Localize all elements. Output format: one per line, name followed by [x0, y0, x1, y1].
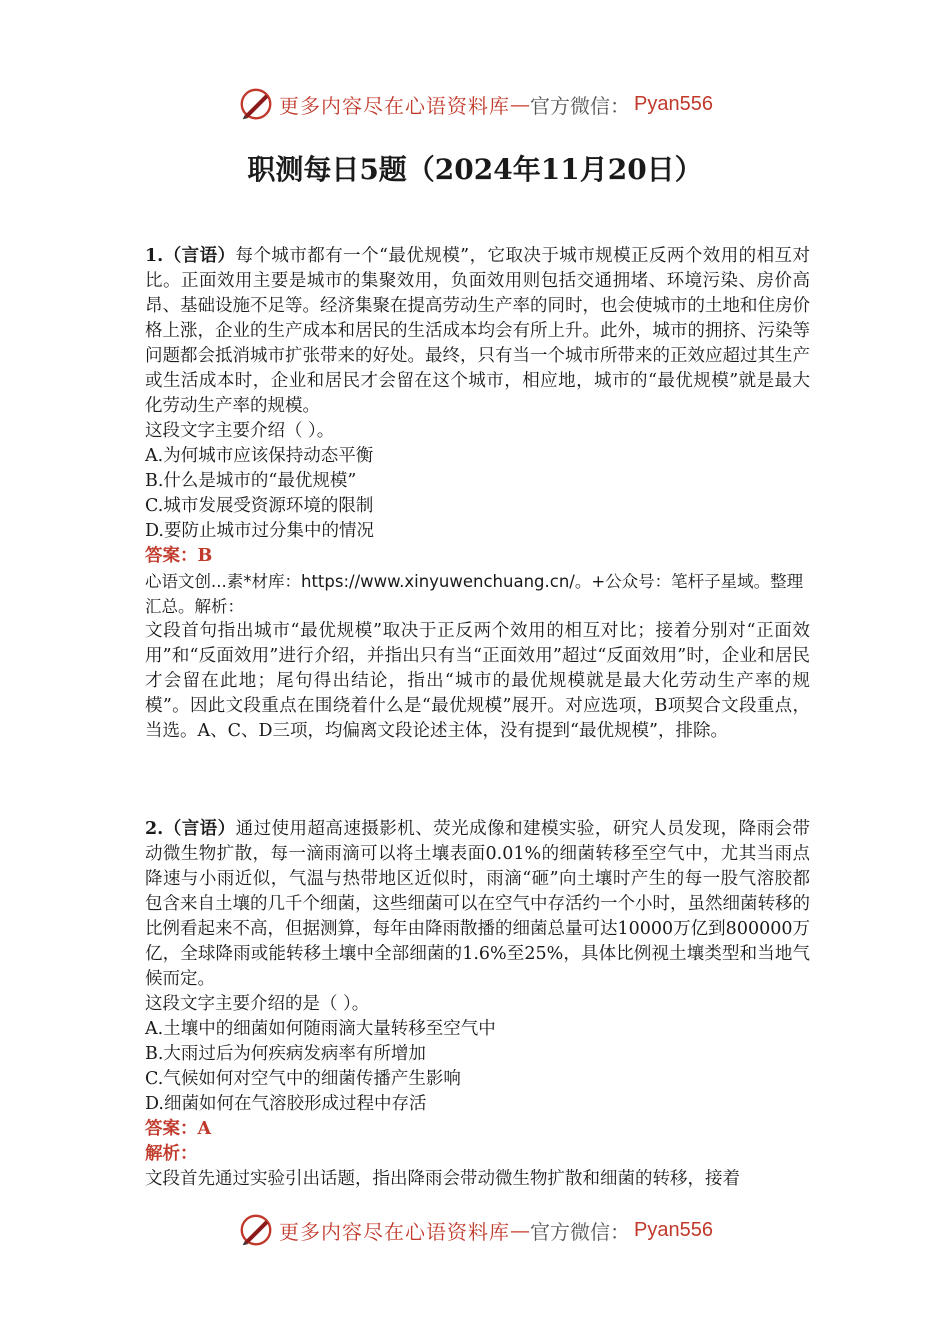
banner-wechat-id: Pyan556 — [634, 92, 713, 115]
question-1 — [145, 244, 810, 744]
question-number: 1. — [145, 246, 164, 266]
banner-wechat-id: Pyan556 — [634, 1218, 713, 1241]
option-a: A.土壤中的细菌如何随雨滴大量转移至空气中 — [145, 1019, 496, 1039]
option-c: C.气候如何对空气中的细菌传播产生影响 — [145, 1069, 461, 1089]
banner-text: 更多内容尽在心语资料库 — [279, 1219, 511, 1244]
footer-banner — [0, 1210, 950, 1250]
banner-text: 更多内容尽在心语资料库 — [279, 93, 511, 118]
answer: 答案：A — [145, 1119, 212, 1139]
source-note: 心语文创...素*材库：https://www.xinyuwenchuang.cn/。+公众号：笔杆子星域。整理汇总。解析： — [145, 572, 804, 616]
header-banner — [0, 84, 950, 124]
option-d: D.要防止城市过分集中的情况 — [145, 521, 374, 541]
question-stem — [145, 817, 810, 992]
page-title: 职测每日5题（2024年11月20日） — [247, 153, 703, 186]
pen-logo-icon — [237, 85, 275, 123]
banner-wechat-label: 官方微信： — [530, 1219, 631, 1244]
question-prompt: 这段文字主要介绍的是（ ）。 — [145, 994, 370, 1014]
analysis-text: 文段首先通过实验引出话题，指出降雨会带动微生物扩散和细菌的转移，接着 — [145, 1169, 740, 1189]
answer: 答案：B — [145, 546, 213, 566]
banner-separator: — — [510, 1218, 531, 1242]
question-tag: （言语） — [163, 246, 236, 266]
question-number: 2. — [145, 819, 164, 839]
stem-text: 每个城市都有一个“最优规模”，它取决于城市规模正反两个效用的相互对比。正面效用主要是城市的集聚效用，负面效用则包括交通拥堵、环境污染、房价高昂、基础设施不足等。经济集聚在提高劳动生产率的同时，也会使城市的土地和住房价格上涨，企业的生产成本和居民的生活成本均会有所上升。此外，城市的拥挤、污染等问题都会抵消城市扩张带来的好处。最终，只有当一个城市所带来的正效应超过其生产或生活成本时，企业和居民才会留在这个城市，相应地，城市的“最优规模”就是最大化劳动生产率的规模。 — [145, 246, 810, 416]
option-b: B.大雨过后为何疾病发病率有所增加 — [145, 1044, 426, 1064]
option-d: D.细菌如何在气溶胶形成过程中存活 — [145, 1094, 427, 1114]
banner-wechat-label: 官方微信： — [530, 93, 631, 118]
analysis-text: 文段首句指出城市“最优规模”取决于正反两个效用的相互对比；接着分别对“正面效用”和“反面效用”进行介绍，并指出只有当“正面效用”超过“反面效用”时，企业和居民才会留在此地；尾句得出结论，指出“城市的最优规模就是最大化劳动生产率的规模”。因此文段重点在围绕着什么是“最优规模”展开。对应选项，B项契合文段重点，当选。A、C、D三项，均偏离文段论述主体，没有提到“最优规模”，排除。 — [145, 621, 810, 741]
analysis-label: 解析： — [145, 1144, 198, 1164]
stem-text: 通过使用超高速摄影机、荧光成像和建模实验，研究人员发现，降雨会带动微生物扩散，每一滴雨滴可以将土壤表面0.01%的细菌转移至空气中，尤其当雨点降速与小雨近似，气温与热带地区近似时，雨滴“砸”向土壤时产生的每一股气溶胶都包含来自土壤的几千个细菌，这些细菌可以在空气中存活约一个小时，虽然细菌转移的比例看起来不高，但据测算，每年由降雨散播的细菌总量可达10000万亿到800000万亿，全球降雨或能转移土壤中全部细菌的1.6%至25%，具体比例视土壤类型和当地气候而定。 — [145, 819, 811, 989]
option-a: A.为何城市应该保持动态平衡 — [145, 446, 374, 466]
banner-separator: — — [510, 92, 531, 116]
question-tag: （言语） — [163, 819, 236, 839]
pen-logo-icon — [237, 1211, 275, 1249]
question-stem — [145, 244, 810, 419]
option-c: C.城市发展受资源环境的限制 — [145, 496, 374, 516]
question-2 — [145, 817, 810, 1192]
question-prompt: 这段文字主要介绍（ ）。 — [145, 421, 335, 441]
option-b: B.什么是城市的“最优规模” — [145, 471, 357, 491]
